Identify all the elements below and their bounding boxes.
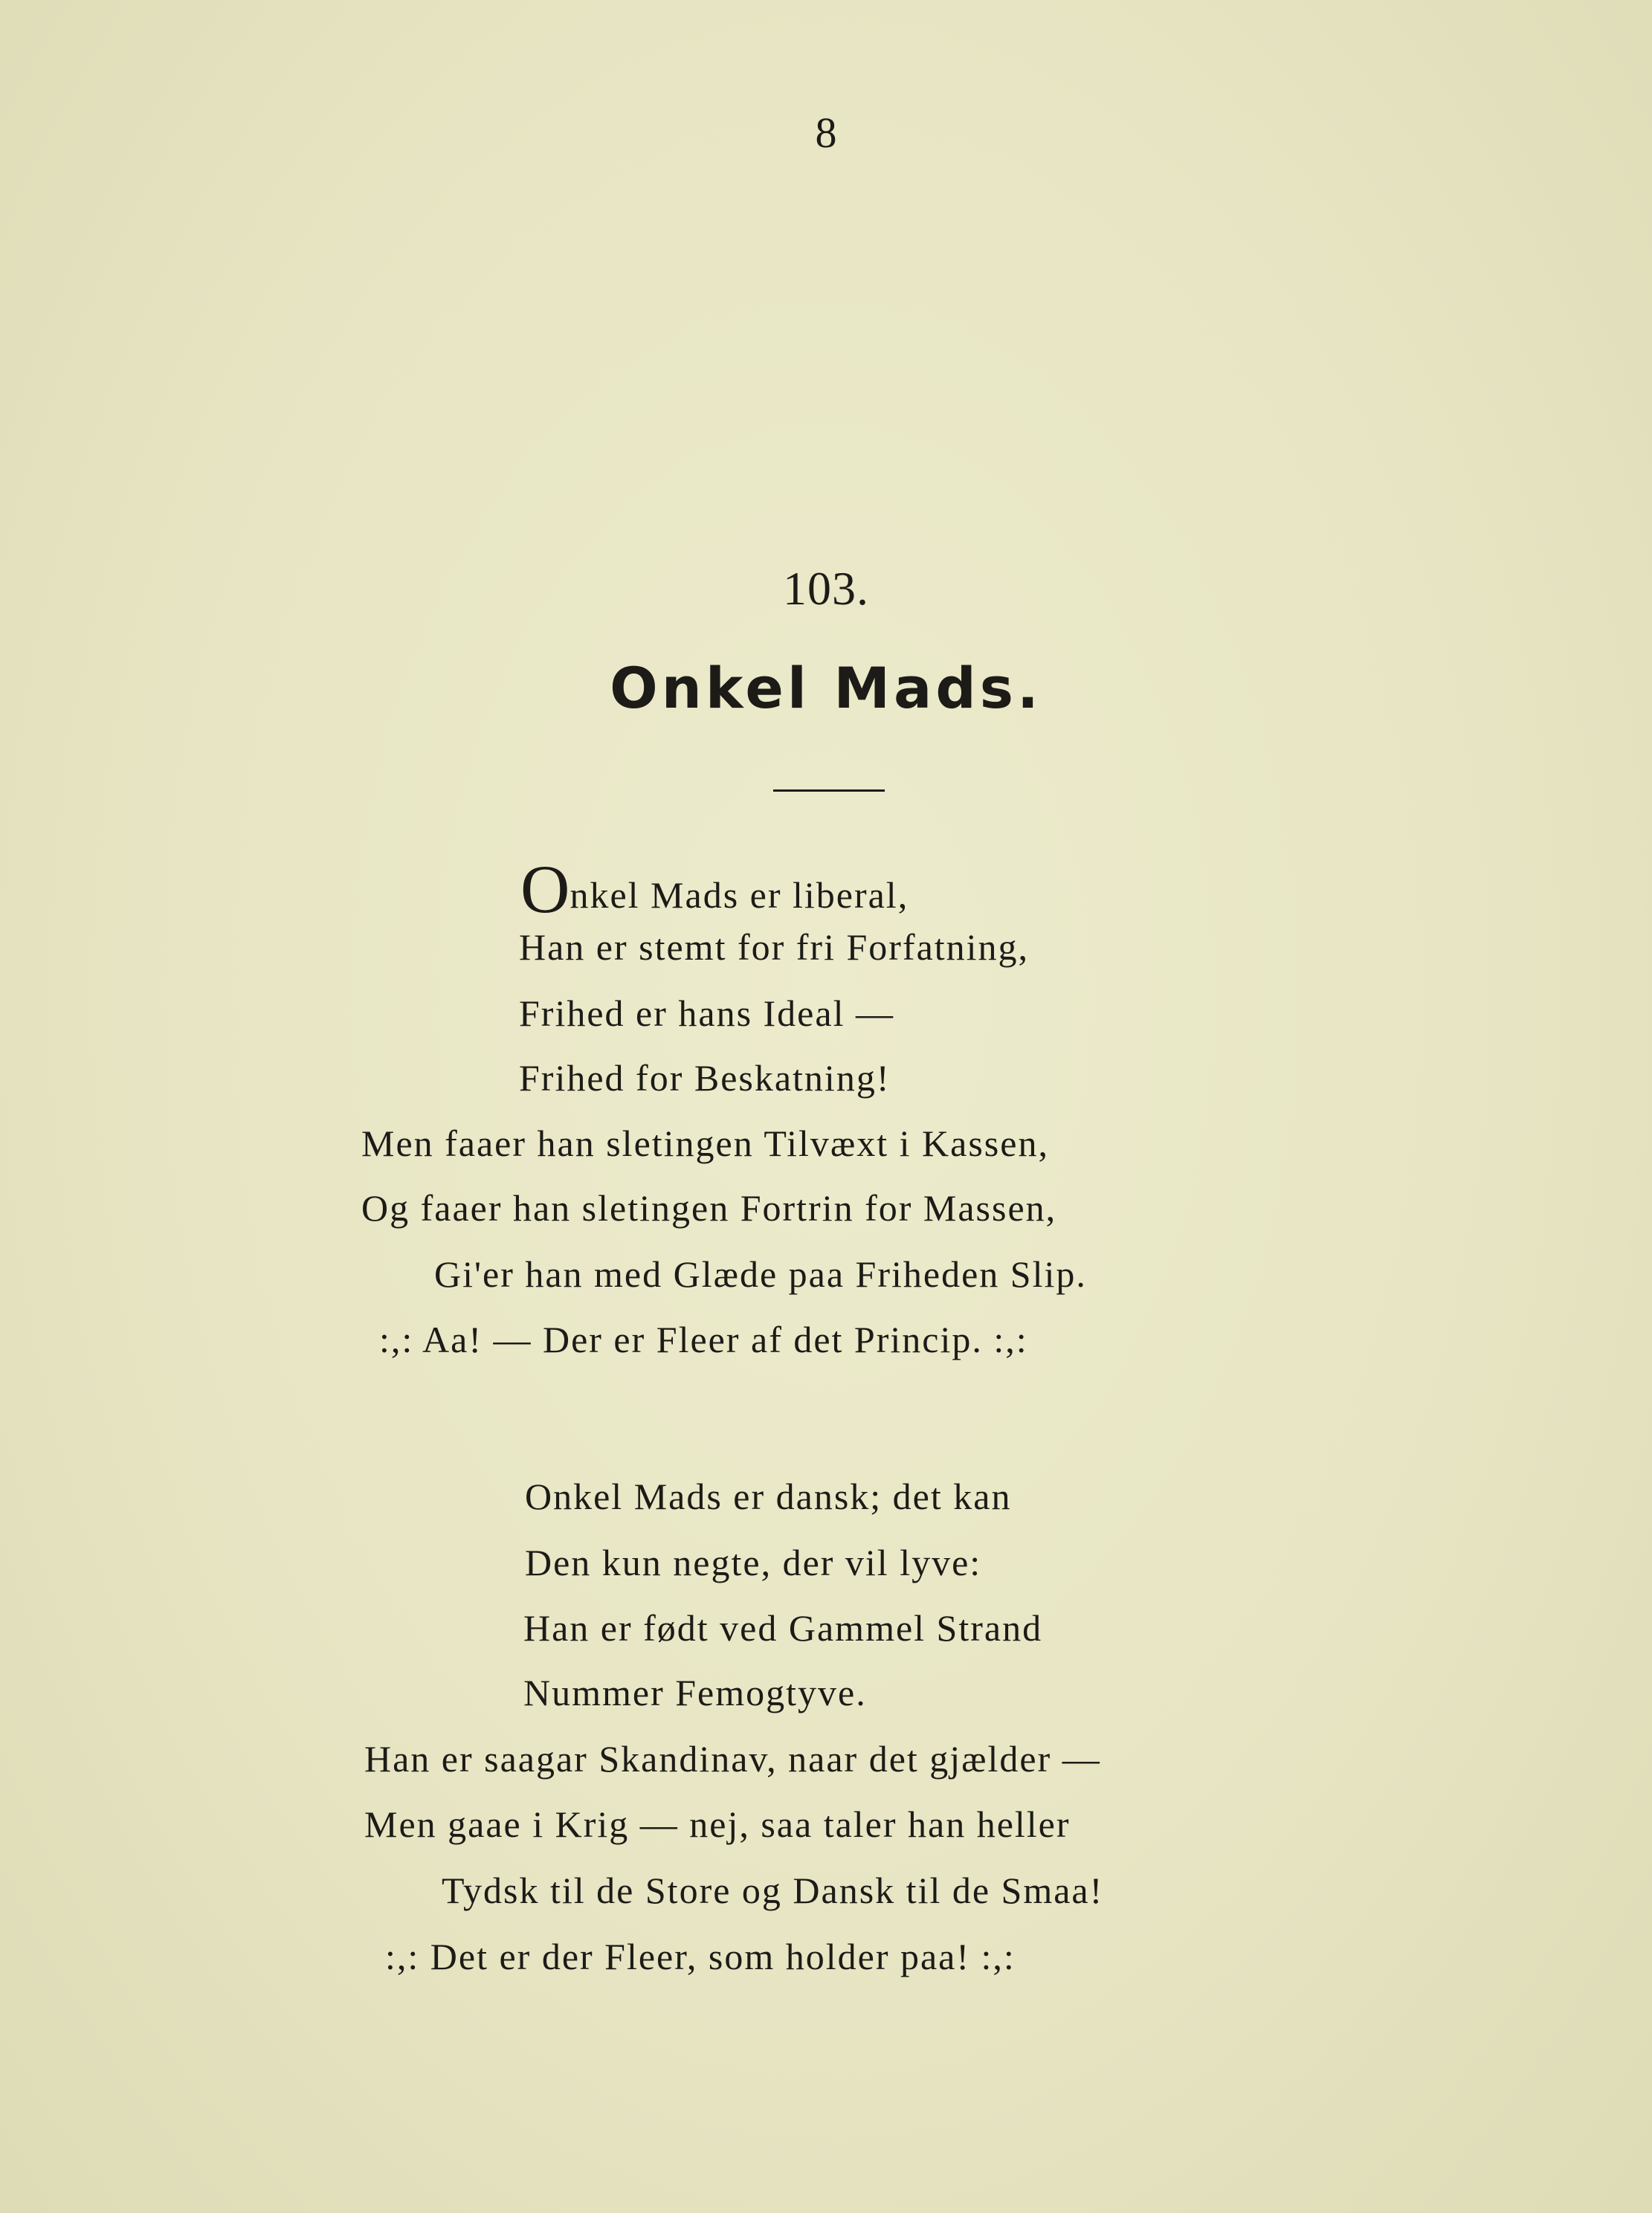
song-number: 103. [783,562,869,615]
verse-line-text: nkel Mads er liberal, [570,874,909,916]
verse-line: Og faaer han sletingen Fortrin for Massen, [361,1187,1057,1229]
refrain-line: :,: Aa! — Der er Fleer af det Princip. :,: [379,1319,1028,1360]
verse-line: Gi'er han med Glæde paa Friheden Slip. [434,1253,1087,1295]
verse-line: Tydsk til de Store og Dansk til de Smaa! [442,1870,1104,1911]
page-number: 8 [815,109,837,157]
verse-line [520,851,909,927]
title-divider [773,789,885,792]
verse-line: Frihed er hans Ideal — [519,992,894,1034]
verse-line: Men gaae i Krig — nej, saa taler han heller [364,1803,1071,1845]
verse-line: Nummer Femogtyve. [523,1672,867,1713]
verse-line: Frihed for Beskatning! [519,1057,891,1099]
refrain-line: :,: Det er der Fleer, som holder paa! :,: [385,1936,1016,1977]
song-title: Onkel Mads. [610,655,1042,721]
verse-line: Han er stemt for fri Forfatning, [519,926,1030,968]
verse-line: Han er saagar Skandinav, naar det gjælder — [364,1738,1101,1780]
drop-cap: O [520,851,570,927]
verse-line: Onkel Mads er dansk; det kan [525,1476,1012,1517]
verse-line: Den kun negte, der vil lyve: [525,1542,982,1583]
verse-line: Men faaer han sletingen Tilvæxt i Kassen, [361,1122,1049,1164]
verse-line: Han er født ved Gammel Strand [523,1607,1043,1649]
